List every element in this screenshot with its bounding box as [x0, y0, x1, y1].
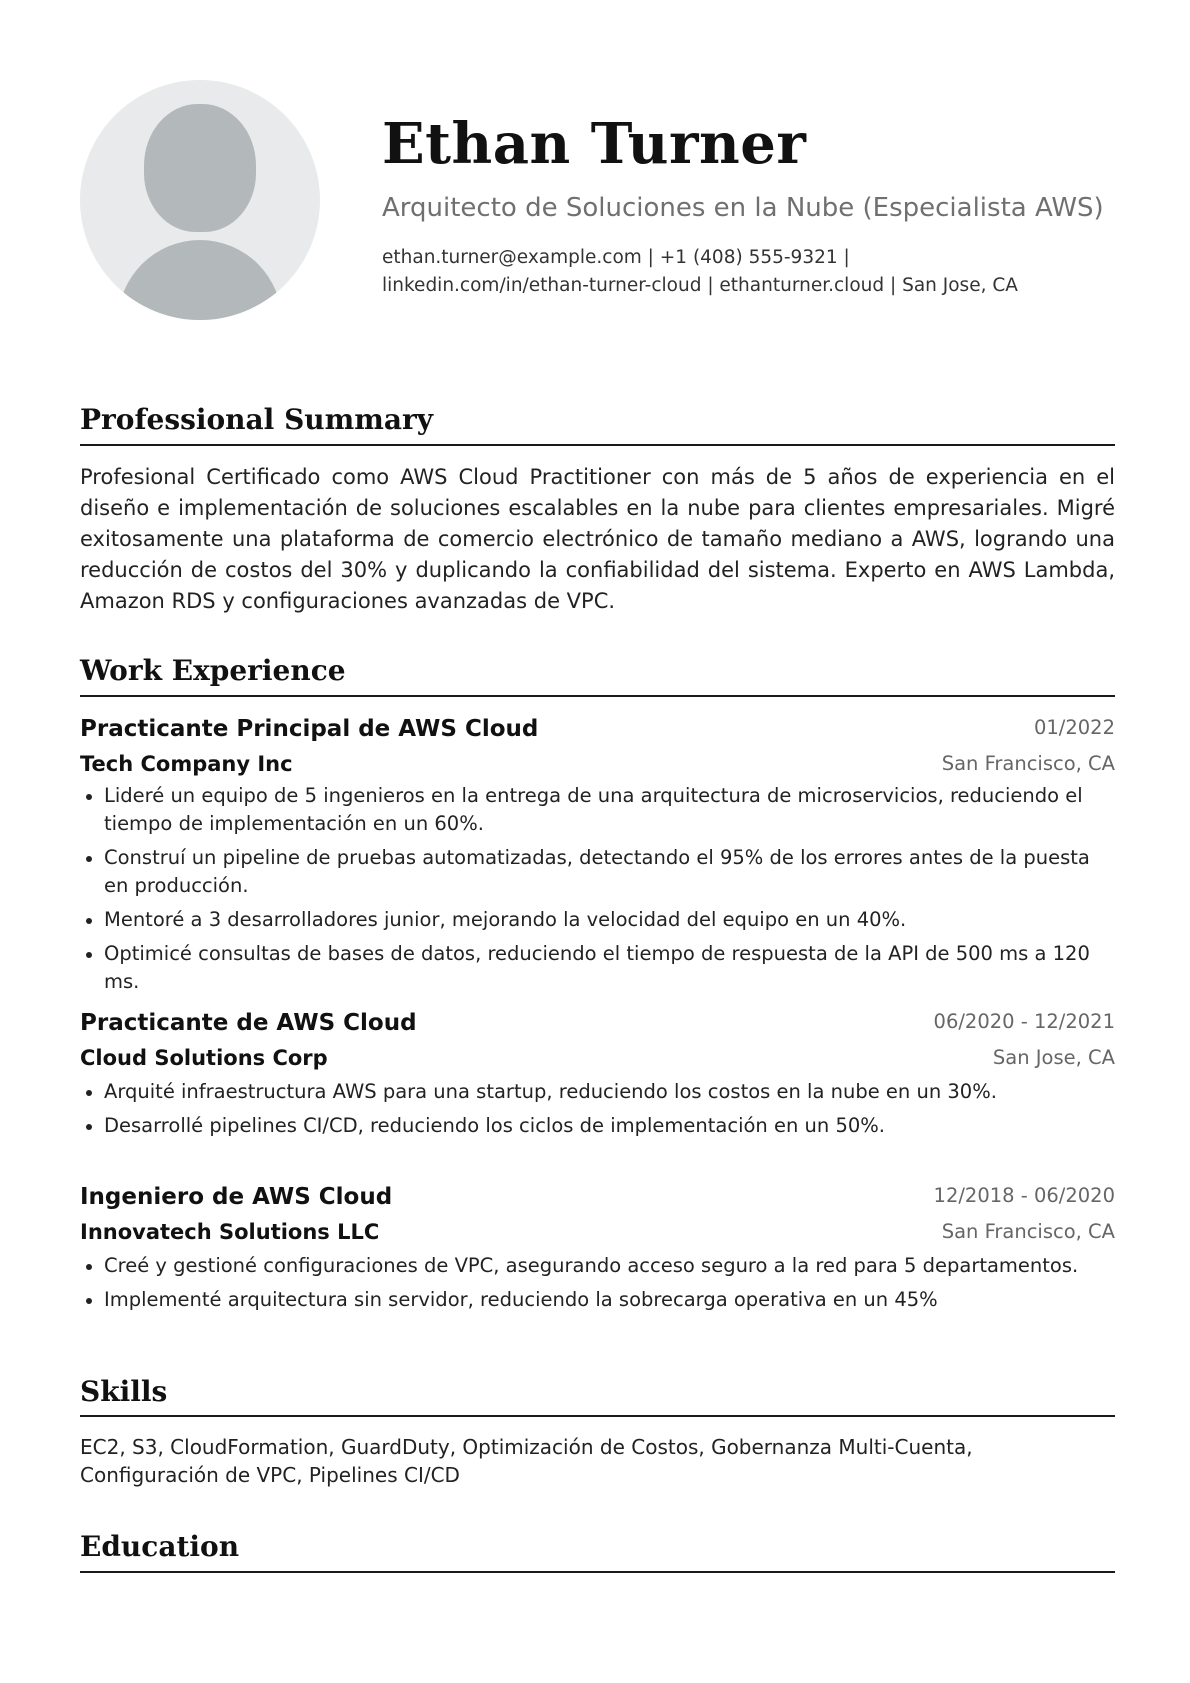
list-item: Construí un pipeline de pruebas automatizadas, detectando el 95% de los errores antes de la puesta en producción. — [80, 844, 1115, 900]
bullet-icon — [86, 918, 92, 924]
section-divider — [80, 444, 1115, 446]
section-title-experience: Work Experience — [80, 654, 346, 687]
job-bullets — [80, 1078, 1115, 1146]
job-company: Cloud Solutions Corp — [80, 1046, 328, 1070]
avatar-placeholder-icon — [80, 80, 320, 320]
list-item: Creé y gestioné configuraciones de VPC, asegurando acceso seguro a la red para 5 departamentos. — [80, 1252, 1115, 1280]
summary-text: Profesional Certificado como AWS Cloud Practitioner con más de 5 años de experiencia en el diseño e implementación de soluciones escalables en la nube para clientes empresariales. Migré exitosamente una plataforma de comercio electrónico de tamaño mediano a AWS, logrando una reducción de costos del 30% y duplicando la confiabilidad del sistema. Experto en AWS Lambda, Amazon RDS y configuraciones avanzadas de VPC. — [80, 465, 1115, 613]
list-item: Arquité infraestructura AWS para una startup, reduciendo los costos en la nube en un 30%. — [80, 1078, 1115, 1106]
bullet-icon — [86, 952, 92, 958]
bullet-icon — [86, 794, 92, 800]
job-bullets — [80, 1252, 1115, 1320]
job-dates: 06/2020 - 12/2021 — [933, 1010, 1115, 1033]
job-title: Practicante de AWS Cloud — [80, 1010, 417, 1036]
list-item: Lideré un equipo de 5 ingenieros en la entrega de una arquitectura de microservicios, reduciendo el tiempo de implementación en un 60%. — [80, 782, 1115, 838]
contact-info — [382, 244, 1102, 300]
skills-text: EC2, S3, CloudFormation, GuardDuty, Optimización de Costos, Gobernanza Multi-Cuenta, Configuración de VPC, Pipelines CI/CD — [80, 1435, 973, 1487]
bullet-icon — [86, 1298, 92, 1304]
section-divider — [80, 695, 1115, 697]
job-location: San Jose, CA — [992, 1046, 1115, 1069]
section-divider — [80, 1415, 1115, 1417]
candidate-title: Arquitecto de Soluciones en la Nube (Especialista AWS) — [382, 193, 1104, 223]
section-title-summary: Professional Summary — [80, 403, 434, 436]
job-dates: 12/2018 - 06/2020 — [933, 1184, 1115, 1207]
contact-line-1: ethan.turner@example.com | +1 (408) 555-9321 | — [382, 247, 850, 268]
job-company: Tech Company Inc — [80, 752, 293, 776]
job-dates: 01/2022 — [1033, 716, 1115, 739]
job-location: San Francisco, CA — [941, 1220, 1115, 1243]
job-title: Practicante Principal de AWS Cloud — [80, 716, 539, 742]
avatar-head-shape — [144, 104, 256, 232]
bullet-icon — [86, 1264, 92, 1270]
candidate-name: Ethan Turner — [382, 111, 807, 177]
bullet-icon — [86, 1090, 92, 1096]
list-item: Implementé arquitectura sin servidor, reduciendo la sobrecarga operativa en un 45% — [80, 1286, 1115, 1314]
contact-line-2: linkedin.com/in/ethan-turner-cloud | ethanturner.cloud | San Jose, CA — [382, 275, 1018, 296]
bullet-icon — [86, 1124, 92, 1130]
bullet-icon — [86, 856, 92, 862]
section-title-education: Education — [80, 1530, 240, 1563]
section-divider — [80, 1571, 1115, 1573]
list-item: Mentoré a 3 desarrolladores junior, mejorando la velocidad del equipo en un 40%. — [80, 906, 1115, 934]
job-bullets — [80, 782, 1115, 1002]
list-item: Desarrollé pipelines CI/CD, reduciendo los ciclos de implementación en un 50%. — [80, 1112, 1115, 1140]
section-title-skills: Skills — [80, 1375, 168, 1408]
list-item: Optimicé consultas de bases de datos, reduciendo el tiempo de respuesta de la API de 500 ms a 120 ms. — [80, 940, 1115, 996]
job-company: Innovatech Solutions LLC — [80, 1220, 380, 1244]
job-location: San Francisco, CA — [941, 752, 1115, 775]
job-title: Ingeniero de AWS Cloud — [80, 1184, 393, 1210]
avatar-shoulders-shape — [118, 240, 282, 320]
